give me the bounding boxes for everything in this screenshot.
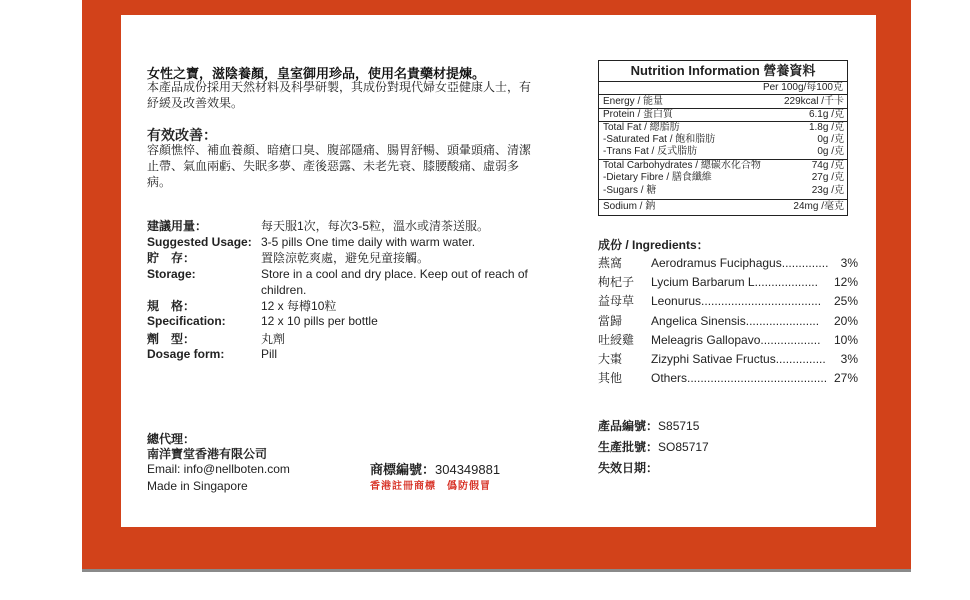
nutrient-value: 0g /克 xyxy=(817,146,844,157)
ingredient-row xyxy=(598,312,858,330)
nutrient-value: 6.1g /克 xyxy=(808,109,844,120)
intro-title: 女性之寶，滋陰養顏，皇室御用珍品，使用名貴藥材提煉。 xyxy=(147,66,486,81)
nutrient-name: Total Fat / 總脂肪 xyxy=(603,122,680,133)
spec-label-zh: 規 格： xyxy=(147,299,196,313)
ingredient-row xyxy=(598,331,858,349)
ingredient-zh: 枸杞子 xyxy=(598,275,635,289)
product-code xyxy=(598,418,699,434)
ingredient-percent: 12% xyxy=(833,275,858,289)
dot-leader: .............. xyxy=(781,256,829,270)
nutrient-name: Total Carbohydrates / 總碳水化合物 xyxy=(603,160,761,171)
ingredient-row xyxy=(598,254,858,272)
ingredient-row xyxy=(598,369,858,387)
nutrient-value: 24mg /毫克 xyxy=(793,201,844,212)
ingredient-zh: 當歸 xyxy=(598,314,623,328)
nutrition-rule xyxy=(599,94,847,95)
ingredient-percent: 10% xyxy=(833,333,858,347)
trademark-note: 香港註冊商標 僞防假冒 xyxy=(370,481,491,492)
storage-label-zh: 貯 存： xyxy=(147,251,196,265)
distributor-email: Email: info@nellboten.com xyxy=(147,462,290,476)
trademark-number: 304349881 xyxy=(435,462,501,477)
ingredients-title: 成份 / Ingredients： xyxy=(598,238,709,252)
ingredient-en: Zizyphi Sativae Fructus xyxy=(651,352,776,366)
usage-label-zh: 建議用量： xyxy=(147,219,208,233)
nutrient-name: -Trans Fat / 反式脂肪 xyxy=(603,146,698,157)
ingredient-en: Angelica Sinensis xyxy=(651,314,746,328)
storage-value-en: Store in a cool and dry place. Keep out of reach of children. xyxy=(261,267,528,297)
ingredient-en: Others xyxy=(651,371,688,385)
storage-label-en: Storage: xyxy=(147,267,196,281)
ingredient-row xyxy=(598,273,858,291)
dot-leader: .................................... xyxy=(701,294,822,308)
dot-leader: ................... xyxy=(754,275,818,289)
benefits-body: 容顏憔悴、補血養顏、暗瘡口臭、腹部隱痛、腸胃舒暢、頭暈頭痛、清潔止帶、氣血兩虧、失眠多夢、產後惡露、未老先衰、膝腰酸痛、虛弱多病。 xyxy=(147,143,532,189)
benefits-title: 有效改善： xyxy=(147,127,217,143)
dosage-label-en: Dosage form: xyxy=(147,347,225,361)
ingredient-zh: 燕窩 xyxy=(598,256,623,270)
nutrition-row xyxy=(603,185,844,197)
intro-body: 本產品成份採用天然材料及科學研製，其成份對現代婦女亞健康人士，有紓緩及改善效果。 xyxy=(147,80,532,110)
ingredient-zh: 大棗 xyxy=(598,352,623,366)
ingredient-en: Leonurus xyxy=(651,294,702,308)
nutrition-row xyxy=(603,146,844,158)
nutrition-row xyxy=(603,172,844,184)
nutrient-name: Protein / 蛋白質 xyxy=(603,109,674,120)
nutrition-row xyxy=(603,160,844,172)
distributor-label: 總代理： xyxy=(147,432,196,446)
nutrient-value: 0g /克 xyxy=(817,134,844,145)
nutrient-name: Sodium / 鈉 xyxy=(603,201,656,212)
product-code-label: 產品編號： xyxy=(598,419,659,433)
storage-value-zh: 置陰涼乾爽處，避免兒童接觸。 xyxy=(261,251,430,265)
ingredient-zh: 吐綬雞 xyxy=(598,333,635,347)
dot-leader: .......................................... xyxy=(687,371,828,385)
ingredient-zh: 益母草 xyxy=(598,294,635,308)
ingredient-zh: 其他 xyxy=(598,371,623,385)
ingredient-row xyxy=(598,292,858,310)
frame-shadow xyxy=(82,569,911,572)
nutrient-value: 229kcal /千卡 xyxy=(783,96,844,107)
nutrient-value: 23g /克 xyxy=(811,185,844,196)
ingredient-percent: 20% xyxy=(833,314,858,328)
nutrient-name: -Sugars / 糖 xyxy=(603,185,657,196)
dosage-label-zh: 劑 型： xyxy=(147,332,196,346)
nutrient-name: -Dietary Fibre / 膳食纖維 xyxy=(603,172,712,183)
nutrition-row xyxy=(603,134,844,146)
nutrition-per: Per 100g/每100克 xyxy=(762,82,843,93)
dot-leader: ............... xyxy=(775,352,826,366)
ingredient-percent: 25% xyxy=(833,294,858,308)
spec-value-zh: 12 x 每樽10粒 xyxy=(261,299,337,313)
usage-value-zh: 每天服1次，每次3-5粒，溫水或清茶送服。 xyxy=(261,219,490,233)
nutrition-table xyxy=(598,60,848,216)
nutrient-value: 27g /克 xyxy=(811,172,844,183)
dosage-value-en: Pill xyxy=(261,347,278,361)
nutrition-title: Nutrition Information 營養資料 xyxy=(599,61,847,82)
ingredient-percent: 3% xyxy=(840,256,858,270)
usage-label-en: Suggested Usage: xyxy=(147,235,252,249)
ingredient-row xyxy=(598,350,858,368)
distributor-company: 南洋寶堂香港有限公司 xyxy=(147,447,268,461)
nutrient-value: 1.8g /克 xyxy=(808,122,844,133)
batch-value: SO85717 xyxy=(658,440,709,454)
nutrient-name: Energy / 能量 xyxy=(603,96,664,107)
dot-leader: .................. xyxy=(760,333,821,347)
product-code-value: S85715 xyxy=(658,419,700,433)
spec-label-en: Specification: xyxy=(147,314,226,328)
made-in: Made in Singapore xyxy=(147,479,248,493)
ingredient-percent: 3% xyxy=(840,352,858,366)
nutrient-value: 74g /克 xyxy=(811,160,844,171)
dot-leader: ...................... xyxy=(745,314,820,328)
nutrition-row xyxy=(603,96,844,108)
batch-label: 生產批號： xyxy=(598,440,659,454)
spec-value-en: 12 x 10 pills per bottle xyxy=(261,314,378,328)
ingredient-en: Meleagris Gallopavo xyxy=(651,333,761,347)
expiry-label: 失效日期： xyxy=(598,461,659,475)
nutrition-row xyxy=(603,201,844,213)
batch-number xyxy=(598,439,709,455)
nutrient-name: -Saturated Fat / 飽和脂肪 xyxy=(603,134,716,145)
ingredient-percent: 27% xyxy=(833,371,858,385)
nutrition-row xyxy=(603,122,844,134)
ingredient-en: Aerodramus Fuciphagus xyxy=(651,256,782,270)
nutrition-row xyxy=(603,109,844,121)
trademark-line xyxy=(370,461,500,478)
nutrition-rule xyxy=(599,199,847,200)
dosage-value-zh: 丸劑 xyxy=(261,332,286,346)
ingredient-en: Lycium Barbarum L xyxy=(651,275,755,289)
usage-value-en: 3-5 pills One time daily with warm water. xyxy=(261,235,476,249)
trademark-label: 商標編號： xyxy=(370,462,436,477)
